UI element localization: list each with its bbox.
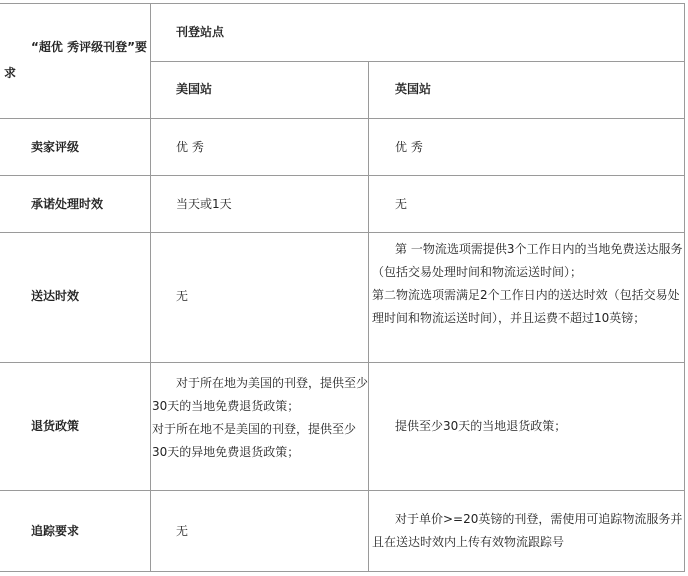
us-value: 无 (176, 524, 189, 538)
uk-text-line: 第 一物流选项需提供3个工作日内的当地免费送达服务 (395, 242, 683, 256)
us-text-line: 对于所在地为美国的刊登，提供至少 (176, 376, 369, 390)
column-divider (368, 61, 369, 572)
column-divider (150, 3, 151, 572)
uk-text-line: 第二物流选项需满足2个工作日内的送达时效（包括交易处 (372, 288, 680, 302)
uk-text-line: （包括交易处理时间和物流运送时间）； (372, 265, 583, 279)
site-us-header: 美国站 (176, 82, 213, 96)
column-divider (684, 3, 685, 572)
uk-value: 无 (395, 197, 408, 211)
row-divider (0, 362, 685, 363)
corner-header: “超优 秀评级刊登”要 (31, 40, 147, 54)
row-divider (0, 571, 685, 572)
us-text-line: 对于所在地不是美国的刊登，提供至少 (152, 422, 357, 436)
us-text-line: 30天的异地免费退货政策； (152, 445, 300, 459)
us-value: 当天或1天 (176, 197, 232, 211)
row-label: 送达时效 (31, 289, 80, 303)
row-divider (0, 232, 685, 233)
row-divider (0, 118, 685, 119)
uk-text-line: 且在送达时效内上传有效物流跟踪号 (372, 535, 565, 549)
uk-value: 优 秀 (395, 140, 423, 154)
row-label: 承诺处理时效 (31, 197, 104, 211)
row-label: 追踪要求 (31, 524, 80, 538)
row-label: 退货政策 (31, 419, 80, 433)
us-text-line: 30天的当地免费退货政策； (152, 399, 300, 413)
site-uk-header: 英国站 (395, 82, 432, 96)
row-divider (0, 3, 685, 4)
row-label: 卖家评级 (31, 140, 80, 154)
uk-value: 提供至少30天的当地退货政策； (395, 419, 567, 433)
corner-header-tail: 求 (4, 66, 17, 80)
site-group-header: 刊登站点 (176, 25, 225, 39)
row-divider (150, 61, 685, 62)
uk-text-line: 理时间和物流运送时间），并且运费不超过10英镑； (372, 311, 646, 325)
row-divider (0, 490, 685, 491)
uk-text-line: 对于单价>=20英镑的刊登，需使用可追踪物流服务并 (395, 512, 683, 526)
us-value: 优 秀 (176, 140, 204, 154)
us-value: 无 (176, 289, 189, 303)
row-divider (0, 175, 685, 176)
